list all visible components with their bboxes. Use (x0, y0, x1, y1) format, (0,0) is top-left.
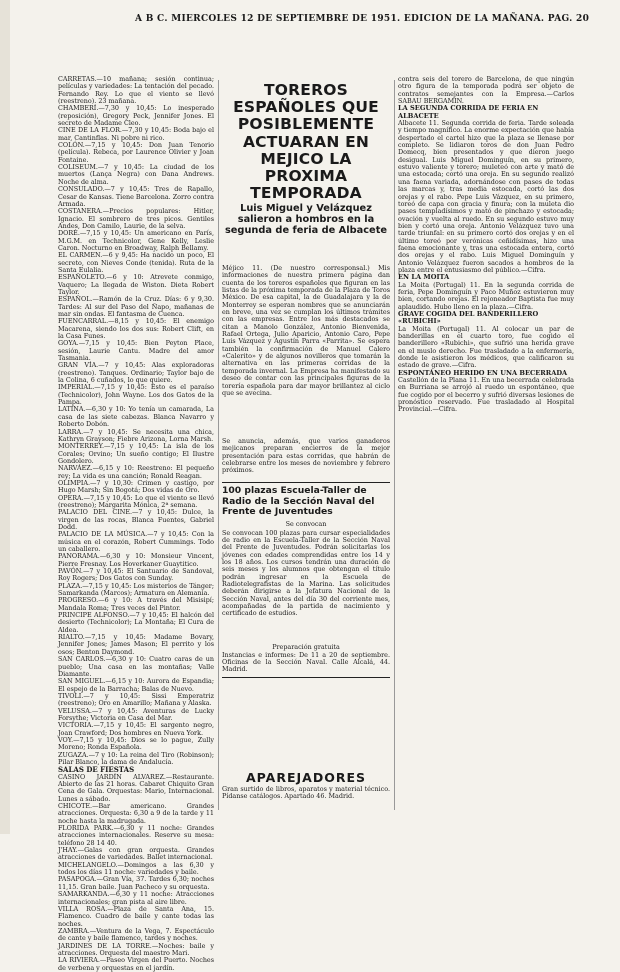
listing-entry: MICHELANGELO.—Domingos a las 6,30 y todos los días 11 noche: variedades y baile. (58, 860, 214, 877)
listing-entry: DORÉ.—7,15 y 10,45: Un americano en París, M.G.M. en Technicolor, Gene Kelly, Leslie Caron. Nocturno en Broadway, Ralph Bellamy. (58, 229, 214, 252)
listing-entry: PASAPOGA.—Gran Vía, 37. Tardes 6,30; noches 11,15. Gran baile. Juan Pacheco y su orquesta. (58, 875, 214, 891)
listing-entry: CASINO JARDÍN ALVAREZ.—Restaurante. Abierto de las 21 horas. Cabaret Chiquito Gran Cena de Gala. Orquestas: Mario, Internacional. Lunes a sábado. (58, 772, 214, 803)
listing-entry: GRAN VÍA.—7 y 10,45: Alas exploradoras (reestreno). Tanques. Ordinario; Taylor bajo de la Colina, 6 cuñados, lo que quiere. (58, 361, 214, 385)
listing-entry: J'HAY.—Galas con gran orquesta. Grandes atracciones de variedades. Ballet internacional. (58, 846, 214, 862)
notice-box (222, 482, 390, 678)
listing-entry: PAVÓN.—7 y 10,45: El Santuario de Sandoval, Roy Rogers; Dos Gatos con Sunday. (58, 567, 214, 583)
notice-end: Instancias e informes: De 11 a 20 de septiembre. Oficinas de la Sección Naval. Calle Alcalá, 44. Madrid. (222, 650, 390, 674)
notice-body: Se convocan 100 plazas para cursar especialidades de radio en la Escuela-Taller de la Sección Naval del Frente de Juventudes. Podrán solicitarlas los jóvenes con edades comprendidas entre los 14 y los 18 años. Los cursos tendrán una duración de seis meses y los alumnos que obtengan el título podrán ingresar en la Escuela de Radiotelegrafistas de la Marina. Las solicitudes deberán dirigirse a la Jefatura Nacional de la Sección Naval, antes del día 30 del corriente mes, acompañadas de la partida de nacimiento y certificado de estudios. (222, 528, 390, 618)
listing-entry: MONTERREY.—7,15 y 10,45: La isla de los Corales; Orvino; Un sueño contigo; El Ilustre Gondolero. (58, 442, 214, 465)
listings-column (58, 75, 214, 972)
column-rule (218, 80, 219, 810)
listing-entry: ZUGAZA.—7 y 10: La reina del Tiro (Robinson); Pilar Blanco, la dama de Andalucía. (58, 750, 214, 766)
listing-entry: COLISEUM.—7 y 10,45: La ciudad de los muertos (Lança Negra) con Dana Andrews. Noche de alma. (58, 163, 214, 186)
headline-block (222, 82, 390, 240)
listing-entry: VELUSSA.—7 y 10,45: Aventuras de Lucky Forsythe; Victoria en Casa del Mar. (58, 706, 214, 722)
section-title: ESPONTÁNEO HERIDO EN UNA BECERRADA (398, 368, 568, 377)
ad-headline: APAREJADORES (245, 770, 367, 785)
listing-entry: ESPAÑOL.—Ramón de la Cruz. Días: 6 y 9,30. Tardes: Al sur del Paso del Ñapo, mañanas de mar sin ondas. El fantasma de Cuenca. (58, 295, 214, 318)
notice-prep: Preparación gratuita (272, 642, 340, 651)
listing-entry: JARDINES DE LA TORRE.—Noches: baile y atracciones. Orquesta del maestro Mari. (58, 941, 214, 957)
ad-aparejadores (222, 770, 390, 801)
listing-entry: ESPAÑOLETO.—6 y 10: Atrevete conmigo, Vaquero; La llegada de Wiston. Dieta Robert Taylor. (58, 273, 214, 296)
notice-headline: 100 plazas Escuela-Taller de Radio de la Sección Naval del Frente de Juventudes (222, 485, 375, 517)
section-title: SALAS DE FIESTAS (58, 765, 135, 775)
listing-entry: CINE DE LA FLOR.—7,30 y 10,45: Boda bajo el mar, Cantinflas. Ni pobre ni rico. (58, 126, 214, 142)
section-title: GRAVE COGIDA DEL BANDERILLERO «RUBICHI» (398, 310, 539, 326)
listing-entry: LATINA.—6,30 y 10: Yo tenía un camarada, La casa de las siete cabezas. Blanca Navarro y Roberto Dobón. (58, 405, 214, 429)
listing-entry: VILLA ROSA.—Plaza de Santa Ana, 15. Flamenco. Cuadro de baile y cante todas las noches. (58, 904, 214, 928)
notice-subhead: Se convocan (285, 519, 327, 528)
listing-entry: SAN CARLOS.—6,30 y 10: Cuatro caras de un pueblo; Una casa en las montañas; Valle Diamante. (58, 655, 214, 678)
section-title: LA SEGUNDA CORRIDA DE FERIA EN ALBACETE (398, 104, 539, 120)
reports-column (398, 76, 574, 816)
listing-entry: SAN MIGUEL.—6,15 y 10: Aurora de Espandia; El espejo de la Barracha; Balas de Nuevo. (58, 677, 214, 693)
section-body: La Moita (Portugal) 11. Al colocar un par de banderillas en el cuarto toro, fue cogido el banderillero «Rubichi», que sufrió una herida grave en el muslo derecho. Fue trasladado a la enfermería, donde le asistieron los médicos, que calificaron su estado de grave.—Cifra. (398, 324, 574, 370)
section-body: Castellón de la Plana 11. En una becerrada celebrada en Burriana se arrojó al ruedo un espontáneo, que fue cogido por el becerro y sufrió diversas lesiones de pronóstico reservado. Fue trasladado al Hospital Provincial.—Cifra. (398, 376, 574, 414)
scan-margin (0, 0, 10, 834)
headline: TOREROS ESPAÑOLES QUE POSIBLEMENTE ACTUARAN EN MEJICO LA PROXIMA TEMPORADA (233, 81, 379, 203)
listing-entry: COSTANERA.—Precios populares: Hitler, Ignacio. El sombrero de tres picos. Gentiles Andes, Don Camilo, Laurie, de la selva. (58, 207, 214, 230)
listing-entry: GOYA.—7,15 y 10,45: Bien Peyton Place, sesión, Laurie Cantu. Madre del amor Tasmania. (58, 339, 214, 363)
listing-entry: PALACIO DE LA MÚSICA.—7 y 10,45: Con la música en el corazón, Robert Cummings. Todo un caballero. (58, 530, 214, 553)
running-head: A B C. MIERCOLES 12 DE SEPTIEMBRE DE 1951. EDICION DE LA MAÑANA. PAG. 20 (135, 14, 590, 24)
listing-entry: OLIMPIA.—7 y 10,30: Crimen y castigo, por Hugo Marsh; Sin Bogotá; Dos vidas de Oro. (58, 478, 214, 495)
listing-entry: RIALTO.—7,15 y 10,45: Madame Bovary, Jennifer Jones; James Mason; El perrito y los osos; Benton Daymond. (58, 633, 214, 656)
deck: Luis Miguel y Velázquez salieron a hombros en la segunda de feria de Albacete (224, 203, 388, 237)
listing-entry: NARVÁEZ.—6,15 y 10: Reestreno: El pequeño rey; La vida es una canción; Ronald Reagan. (58, 464, 214, 480)
listing-entry: SAMARKANDA.—6,30 y 11 noche: Atracciones internacionales; gran pista al aire libre. (58, 890, 214, 906)
listing-entry: COLÓN.—7,15 y 10,45: Don Juan Tenorio (película). Rebeca, por Laurence Olivier y Joan Fontaine. (58, 141, 214, 164)
section-body: Albacete 11. Segunda corrida de feria. Tarde soleada y tiempo magnífico. La enorme expectación que había despertado el cartel hizo que la plaza se llenase por completo. Se lidiaron toros de don Juan Pedro Domecq, bien presentados y que dieron juego desigual. Luis Miguel Dominguín, en su primero, estuvo valiente y torero; muleteó con arte y mató de una estocada; cortó una oreja. En su segundo realizó una faena variada, adornándose con pases de todas las marcas y, tras media estocada, cortó las dos orejas y el rabo. Pepe Luis Vázquez, en su primero, toreó de capa con gracia y finura; con la muleta dio pases templadísimos y mató de pinchazo y estocada; ovación y vuelta al ruedo. En su segundo estuvo muy bien y cortó una oreja. Antonio Velázquez tuvo una tarde triunfal: en su primero cortó dos orejas y en el último toreó por verónicas ceñidísimas, hizo una faena emocionante y, tras una estocada entera, cortó dos orejas y el rabo. Luis Miguel Dominguín y Antonio Velázquez fueron sacados a hombros de la plaza entre el entusiasmo del público.—Cifra. (398, 119, 574, 274)
article-body: Méjico 11. (De nuestro corresponsal.) Mis informaciones de nuestra primera página dan cuenta de los toreros españoles que figuran en las listas de la próxima temporada de la Plaza de Toros México. De esa capital, la de Guadalajara y la de Monterrey se esperan nombres que se anunciarán en breve, una vez se cumplan los últimos trámites con las empresas. Entre los más destacados se citan a Manolo González, Antonio Bienvenida, Rafael Ortega, Julio Aparicio, Antonio Caro, Pepe Luis Vázquez y Agustín Parra «Parrita». Se espera también la confirmación de Manuel Calero «Calerito» y de algunos novilleros que tomarán la alternativa en las primeras corridas de la temporada invernal. La Empresa ha manifestado su deseo de contar con las principales figuras de la torería española para dar mayor brillantez al ciclo que se avecina. (222, 264, 390, 397)
listing-entry: FLORIDA PARK.—6,30 y 11 noche: Grandes atracciones internacionales. Reserve su mesa: teléfono 28 14 40. (58, 824, 214, 847)
listing-entry: IMPERIAL.—7,15 y 10,45: Esto es el paraíso (Technicolor), John Wayne. Los dos Gatos de la Pampa. (58, 383, 214, 407)
listing-entry: FUENCARRAL.—8,15 y 10,45: El enemigo Macarena, siendo los dos sus: Robert Clift, en la Casa Funes. (58, 317, 214, 341)
listing-entry: LA RIVIERA.—Paseo Virgen del Puerto. Noches de verbena y orquestas en el jardín. (58, 956, 214, 972)
ad-body: Gran surtido de libros, aparatos y material técnico. Pídanse catálogos. Apartado 46. Madrid. (222, 785, 390, 801)
listing-entry: CHAMBERÍ.—7,30 y 10,45: Lo inesperado (reposición), Gregory Peck, Jennifer Jones. El secreto de Madame Cleo. (58, 104, 214, 128)
listing-entry: PLAZA.—7,15 y 10,45: Los misterios de Tánger; Samarkanda (Marcos); Armatura en Alemania. (58, 581, 214, 598)
listing-entry: OPERA.—7,15 y 10,45: Lo que el viento se llevó (reestreno); Margarita Mónica, 2ª semana. (58, 493, 214, 509)
listing-entry: CHICOTE.—Bar americano. Grandes atracciones. Orquesta: 6,30 a 9 de la tarde y 11 noche hasta la madrugada. (58, 802, 214, 825)
listing-entry: PANORAMA.—6,30 y 10: Monsieur Vincent, Pierre Fresnay. Los Hoverkaner Guaytitico. (58, 552, 214, 568)
article-continuation: Se anuncia, además, que varios ganaderos mejicanos preparan encierros de la mejor presentación para estas corridas, que habrán de celebrarse entre los meses de noviembre y febrero próximos. (222, 437, 390, 475)
listing-entry: LARRA.—7 y 10,45: Se necesita una chica, Kathryn Grayson; Fiebre Arizona, Lorna Marsh. (58, 427, 214, 443)
listing-entry: TIVOLI.—7 y 10,45: Sissi Emperatriz (reestreno); Oro en Amarillo; Mañana y Alaska. (58, 691, 214, 708)
intro-paragraph: contra seis del torero de Barcelona, de que ningún otro figura de la temporada podrá ser objeto de contratos semejantes con la Empresa.—Carlos SABAU BERGAMIN. (398, 75, 574, 106)
listing-entry: VICTORIA.—7,15 y 10,45: El sargento negro, Joan Crawford; Dos hombres en Nueva York. (58, 721, 214, 737)
listing-entry: PRINCIPE ALFONSO.—7 y 10,45: El halcón del desierto (Technicolor); La Montaña; El Cura de Aldea. (58, 611, 214, 634)
column-rule (394, 80, 395, 810)
listing-entry: PALACIO DEL CINE.—7 y 10,45: Dulce, la virgen de las rocas, Blanca Fuentes, Gabriel Dodd. (58, 508, 214, 531)
section-title: EN LA MOITA (398, 273, 450, 282)
listing-entry: ZAMBRA.—Ventura de la Vega, 7. Espectáculo de cante y baile flamenco, tardes y noches. (58, 926, 214, 943)
listing-entry: CONSULADO.—7 y 10,45: Tres de Rapallo, Cesar de Kansas. Tiene Barcelona. Zorro contra Armada. (58, 185, 214, 208)
listing-entry: CARRETAS.—10 mañana; sesión continua; películas y variedades: La tentación del pecado. Fernando Rey. Lo que el viento se llevó (reestreno). 23 mañana. (58, 75, 214, 106)
listing-entry: EL CARMEN.—6 y 9,45: Ha nacido un poco, El secreto, con Nieves Conde (tenida). Ruta de la Santa Eulalia. (58, 251, 214, 274)
section-body: La Moita (Portugal) 11. En la segunda corrida de feria, Pepe Dominguín y Paco Muñoz estuvieron muy bien, cortando orejas. El rejoneador Baptista fue muy aplaudido. Hubo lleno en la plaza.—Cifra. (398, 280, 574, 311)
listing-entry: PROGRESO.—6 y 10: A través del Misisipí; Mandala Roma; Tres veces del Pintor. (58, 596, 214, 612)
listing-entry: VOY.—7,15 y 10,45: Dios se lo pague, Zully Moreno; Ronda Española. (58, 735, 214, 752)
